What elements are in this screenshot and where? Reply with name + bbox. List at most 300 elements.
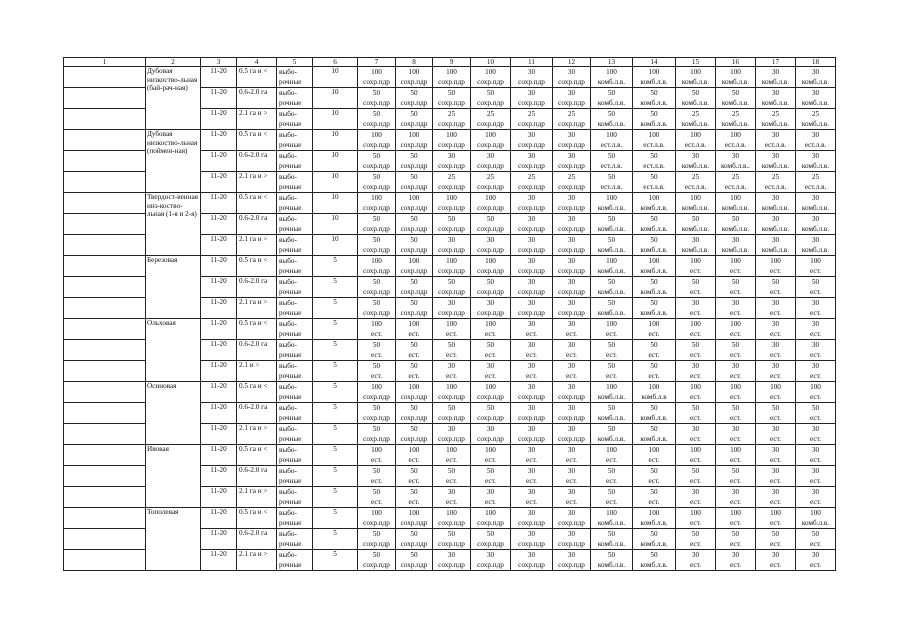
- percent-value: 100: [770, 509, 781, 517]
- regeneration-mark: ест.: [690, 477, 701, 485]
- percent-value: 30: [567, 446, 576, 454]
- percent-value: 50: [650, 551, 658, 559]
- regeneration-mark: ест.: [606, 372, 617, 380]
- percent-value: 100: [606, 131, 617, 139]
- regeneration-mark: ест.: [526, 477, 537, 485]
- regeneration-mark: ест.: [730, 309, 741, 317]
- regeneration-mark: ест.: [690, 435, 701, 443]
- regeneration-mark: ест.л.в.: [600, 162, 623, 170]
- regeneration-mark: ест.: [408, 498, 420, 506]
- value-cell: [396, 424, 433, 445]
- regeneration-mark: сохр.пдр: [518, 393, 545, 401]
- regeneration-mark: сохр.пдр: [363, 309, 390, 317]
- value-cell: [553, 403, 591, 424]
- value-cell: [633, 445, 676, 466]
- count-cell: 10: [313, 172, 358, 193]
- value-cell: [553, 88, 591, 109]
- count-cell: 10: [313, 235, 358, 256]
- percent-value: 100: [648, 509, 660, 517]
- value-cell: [433, 403, 471, 424]
- regeneration-mark: комб.л.в.: [597, 393, 626, 401]
- value-cell: [676, 109, 716, 130]
- percent-value: 50: [607, 341, 616, 349]
- regeneration-mark: сохр.пдр: [400, 561, 428, 569]
- regeneration-mark: сохр.пдр: [477, 435, 504, 443]
- area-cell: 0.5 га и <: [237, 445, 277, 466]
- regeneration-mark: комб.л.в.: [597, 309, 626, 317]
- age-cell: 11-20: [201, 382, 237, 403]
- regeneration-mark: сохр.пдр: [558, 162, 585, 170]
- method-line: рочные: [279, 141, 302, 149]
- percent-value: 50: [410, 299, 418, 307]
- percent-value: 50: [447, 215, 456, 223]
- column-number-8: 8: [396, 58, 433, 67]
- value-cell: [433, 151, 471, 172]
- percent-value: 30: [486, 488, 495, 496]
- percent-value: 25: [567, 173, 576, 181]
- percent-value: 50: [410, 110, 418, 118]
- regeneration-mark: комб.л.в.: [801, 162, 830, 170]
- percent-value: 100: [730, 446, 741, 454]
- value-cell: [471, 319, 511, 340]
- column-number-17: 17: [756, 58, 796, 67]
- regeneration-mark: сохр.пдр: [477, 414, 504, 422]
- value-cell: [358, 340, 396, 361]
- value-cell: [591, 403, 633, 424]
- percent-value: 100: [648, 257, 660, 265]
- regeneration-mark: ест.: [485, 372, 496, 380]
- method-line: выбо-: [279, 362, 297, 370]
- value-cell: [396, 487, 433, 508]
- regeneration-mark: комб.л.в.: [761, 120, 790, 128]
- value-cell: [471, 172, 511, 193]
- number-cell: [64, 256, 146, 277]
- percent-value: 30: [731, 362, 740, 370]
- regeneration-mark: сохр.пдр: [363, 435, 390, 443]
- regeneration-mark: сохр.пдр: [477, 204, 504, 212]
- percent-value: 50: [607, 488, 616, 496]
- regeneration-mark: ест.: [526, 498, 537, 506]
- method-line: рочные: [279, 267, 302, 275]
- value-cell: [716, 130, 756, 151]
- value-cell: [553, 382, 591, 403]
- percent-value: 50: [691, 467, 700, 475]
- regeneration-mark: ест.л.в.: [684, 183, 707, 191]
- percent-value: 30: [527, 299, 536, 307]
- value-cell: [716, 214, 756, 235]
- percent-value: 30: [567, 362, 576, 370]
- percent-value: 30: [811, 89, 820, 97]
- regeneration-mark: ест.: [810, 288, 821, 296]
- value-cell: [796, 193, 836, 214]
- value-cell: [433, 529, 471, 550]
- regeneration-mark: ест.: [810, 456, 821, 464]
- percent-value: 30: [811, 551, 820, 559]
- value-cell: [471, 130, 511, 151]
- regeneration-mark: ест.: [770, 540, 781, 548]
- percent-value: 100: [446, 383, 457, 391]
- value-cell: [676, 424, 716, 445]
- value-cell: [553, 424, 591, 445]
- percent-value: 100: [648, 68, 660, 76]
- percent-value: 50: [372, 236, 381, 244]
- value-cell: [511, 151, 553, 172]
- regeneration-mark: ест.: [566, 330, 577, 338]
- regeneration-mark: ест.: [371, 351, 382, 359]
- percent-value: 50: [447, 341, 456, 349]
- value-cell: [396, 193, 433, 214]
- value-cell: [433, 256, 471, 277]
- percent-value: 50: [607, 236, 616, 244]
- regeneration-mark: ест.: [770, 288, 781, 296]
- regeneration-mark: ест.: [770, 372, 781, 380]
- regeneration-mark: ест.: [730, 435, 741, 443]
- regeneration-mark: комб.л.в.: [597, 414, 626, 422]
- regeneration-mark: ест.: [690, 540, 701, 548]
- column-number-18: 18: [796, 58, 836, 67]
- percent-value: 50: [410, 341, 418, 349]
- percent-value: 100: [810, 383, 821, 391]
- regeneration-mark: комб.л.в.: [681, 246, 710, 254]
- value-cell: [553, 508, 591, 529]
- value-cell: [511, 235, 553, 256]
- value-cell: [716, 319, 756, 340]
- regeneration-mark: ест.: [770, 477, 781, 485]
- table-row: [64, 130, 836, 151]
- count-cell: 5: [313, 550, 358, 571]
- count-cell: 5: [313, 466, 358, 487]
- regeneration-mark: комб.л.в.: [681, 78, 710, 86]
- table-row: [64, 256, 836, 277]
- value-cell: [358, 319, 396, 340]
- regeneration-mark: сохр.пдр: [400, 225, 428, 233]
- value-cell: [433, 508, 471, 529]
- regeneration-mark: сохр.пдр: [477, 162, 504, 170]
- percent-value: 100: [730, 68, 741, 76]
- regeneration-mark: ест.: [810, 393, 821, 401]
- value-cell: [591, 529, 633, 550]
- value-cell: [716, 67, 756, 88]
- method-line: рочные: [279, 393, 302, 401]
- value-cell: [396, 235, 433, 256]
- percent-value: 50: [650, 425, 658, 433]
- percent-value: 30: [731, 299, 740, 307]
- method-line: выбо-: [279, 131, 297, 139]
- percent-value: 30: [527, 446, 536, 454]
- value-cell: [358, 67, 396, 88]
- regeneration-mark: сохр.пдр: [477, 120, 504, 128]
- percent-value: 100: [446, 131, 457, 139]
- regeneration-mark: ест.: [606, 498, 617, 506]
- regeneration-mark: ест.: [690, 351, 701, 359]
- percent-value: 30: [527, 320, 536, 328]
- percent-value: 100: [690, 257, 701, 265]
- regeneration-mark: ест.: [810, 330, 821, 338]
- area-cell: 0.5 га и <: [237, 256, 277, 277]
- value-cell: [633, 256, 676, 277]
- percent-value: 50: [650, 278, 658, 286]
- age-cell: 11-20: [201, 529, 237, 550]
- value-cell: [511, 487, 553, 508]
- regeneration-mark: сохр.пдр: [400, 246, 428, 254]
- regeneration-mark: сохр.пдр: [400, 540, 428, 548]
- value-cell: [433, 424, 471, 445]
- percent-value: 30: [447, 425, 456, 433]
- regeneration-mark: комб.л.в.: [761, 162, 790, 170]
- value-cell: [433, 487, 471, 508]
- percent-value: 30: [771, 341, 780, 349]
- percent-value: 30: [527, 131, 536, 139]
- value-cell: [633, 130, 676, 151]
- percent-value: 50: [372, 110, 381, 118]
- value-cell: [433, 361, 471, 382]
- value-cell: [511, 172, 553, 193]
- value-cell: [716, 172, 756, 193]
- percent-value: 50: [372, 152, 381, 160]
- value-cell: [358, 109, 396, 130]
- regeneration-mark: ест.: [770, 267, 781, 275]
- regeneration-mark: ест.: [690, 372, 701, 380]
- value-cell: [633, 319, 676, 340]
- percent-value: 30: [486, 425, 495, 433]
- value-cell: [396, 361, 433, 382]
- percent-value: 100: [446, 194, 457, 202]
- percent-value: 50: [650, 404, 658, 412]
- regeneration-mark: комб.л.в.: [721, 225, 750, 233]
- percent-value: 100: [446, 320, 457, 328]
- regeneration-mark: ест.: [810, 477, 821, 485]
- percent-value: 25: [771, 110, 780, 118]
- percent-value: 30: [527, 551, 536, 559]
- count-cell: 10: [313, 109, 358, 130]
- value-cell: [511, 361, 553, 382]
- regeneration-mark: сохр.пдр: [400, 393, 428, 401]
- value-cell: [396, 88, 433, 109]
- regeneration-mark: ест.л.в.: [804, 141, 827, 149]
- percent-value: 30: [811, 152, 820, 160]
- regeneration-mark: ест.: [408, 477, 420, 485]
- count-cell: 5: [313, 256, 358, 277]
- area-cell: 2.1 и >: [237, 361, 277, 382]
- regeneration-mark: ест.: [730, 498, 741, 506]
- regeneration-mark: комб.л.в.: [640, 225, 668, 233]
- percent-value: 50: [372, 467, 381, 475]
- column-number-11: 11: [511, 58, 553, 67]
- count-cell: 10: [313, 130, 358, 151]
- regeneration-mark: комб.л.в.: [681, 204, 710, 212]
- value-cell: [756, 319, 796, 340]
- regeneration-mark: ест.: [730, 330, 741, 338]
- number-cell: [64, 151, 146, 172]
- regeneration-mark: комб.л.в.: [597, 204, 626, 212]
- column-number-1: 1: [64, 58, 146, 67]
- percent-value: 100: [485, 194, 496, 202]
- regeneration-mark: сохр.пдр: [400, 288, 428, 296]
- value-cell: [433, 550, 471, 571]
- percent-value: 25: [527, 173, 536, 181]
- regeneration-mark: ест.: [485, 330, 496, 338]
- regeneration-mark: ест.: [810, 540, 821, 548]
- method-line: выбо-: [279, 551, 297, 559]
- percent-value: 50: [410, 173, 418, 181]
- count-cell: 5: [313, 340, 358, 361]
- regeneration-mark: ест.: [810, 309, 821, 317]
- percent-value: 50: [731, 467, 740, 475]
- percent-value: 50: [607, 152, 616, 160]
- value-cell: [591, 298, 633, 319]
- value-cell: [796, 109, 836, 130]
- value-cell: [591, 172, 633, 193]
- regeneration-mark: сохр.пдр: [477, 519, 504, 527]
- percent-value: 100: [408, 194, 420, 202]
- column-number-14: 14: [633, 58, 676, 67]
- method-line: выбо-: [279, 320, 297, 328]
- value-cell: [756, 466, 796, 487]
- percent-value: 100: [770, 257, 781, 265]
- value-cell: [471, 88, 511, 109]
- percent-value: 30: [567, 341, 576, 349]
- percent-value: 30: [567, 425, 576, 433]
- regeneration-mark: сохр.пдр: [558, 204, 585, 212]
- regeneration-mark: сохр.пдр: [477, 393, 504, 401]
- percent-value: 100: [485, 131, 496, 139]
- percent-value: 50: [691, 89, 700, 97]
- value-cell: [511, 109, 553, 130]
- percent-value: 100: [408, 320, 420, 328]
- percent-value: 30: [771, 467, 780, 475]
- regeneration-mark: ест.: [770, 330, 781, 338]
- percent-value: 30: [691, 551, 700, 559]
- value-cell: [471, 151, 511, 172]
- percent-value: 100: [648, 131, 660, 139]
- value-cell: [796, 172, 836, 193]
- value-cell: [511, 466, 553, 487]
- number-cell: [64, 550, 146, 571]
- value-cell: [633, 361, 676, 382]
- regeneration-mark: комб.л.в.: [640, 561, 668, 569]
- value-cell: [716, 193, 756, 214]
- percent-value: 30: [527, 152, 536, 160]
- value-cell: [796, 277, 836, 298]
- value-cell: [676, 361, 716, 382]
- percent-value: 30: [811, 320, 820, 328]
- percent-value: 50: [410, 530, 418, 538]
- regeneration-mark: сохр.пдр: [518, 267, 545, 275]
- percent-value: 50: [372, 215, 381, 223]
- regeneration-mark: ест.л.в.: [684, 141, 707, 149]
- value-cell: [591, 67, 633, 88]
- percent-value: 50: [607, 530, 616, 538]
- percent-value: 50: [731, 341, 740, 349]
- percent-value: 30: [527, 425, 536, 433]
- value-cell: [553, 319, 591, 340]
- value-cell: [633, 277, 676, 298]
- value-cell: [716, 403, 756, 424]
- area-cell: 0.6-2.0 га: [237, 151, 277, 172]
- value-cell: [511, 256, 553, 277]
- regeneration-mark: комб.л.в.: [640, 246, 668, 254]
- value-cell: [633, 298, 676, 319]
- forest-type-cell: Тополевая: [146, 508, 201, 571]
- regeneration-mark: сохр.пдр: [558, 540, 585, 548]
- percent-value: 30: [567, 404, 576, 412]
- regeneration-mark: комб.л.в.: [801, 246, 830, 254]
- value-cell: [396, 109, 433, 130]
- value-cell: [716, 340, 756, 361]
- regeneration-mark: комб.л.в.: [597, 519, 626, 527]
- regeneration-mark: комб.л.в.: [801, 120, 830, 128]
- regeneration-mark: сохр.пдр: [518, 414, 545, 422]
- percent-value: 30: [771, 194, 780, 202]
- regeneration-mark: сохр.пдр: [518, 183, 545, 191]
- value-cell: [796, 235, 836, 256]
- regeneration-mark: ест.: [371, 498, 382, 506]
- regeneration-mark: ест.: [526, 351, 537, 359]
- number-cell: [64, 88, 146, 109]
- value-cell: [716, 88, 756, 109]
- percent-value: 50: [691, 341, 700, 349]
- regeneration-mark: сохр.пдр: [558, 246, 585, 254]
- value-cell: [511, 277, 553, 298]
- age-cell: 11-20: [201, 193, 237, 214]
- value-cell: [471, 361, 511, 382]
- method-line: выбо-: [279, 110, 297, 118]
- value-cell: [358, 172, 396, 193]
- value-cell: [471, 193, 511, 214]
- value-cell: [396, 403, 433, 424]
- value-cell: [756, 445, 796, 466]
- percent-value: 50: [372, 551, 381, 559]
- forest-type-cell: Дубовая низкоство-льная (бай-рач-ная): [146, 67, 201, 130]
- method-cell: [277, 340, 313, 361]
- regeneration-mark: сохр.пдр: [438, 78, 465, 86]
- value-cell: [676, 235, 716, 256]
- percent-value: 50: [731, 530, 740, 538]
- percent-value: 30: [527, 215, 536, 223]
- regeneration-mark: сохр.пдр: [363, 120, 390, 128]
- value-cell: [716, 235, 756, 256]
- value-cell: [358, 508, 396, 529]
- regeneration-mark: комб.л.в.: [597, 120, 626, 128]
- percent-value: 30: [771, 299, 780, 307]
- number-cell: [64, 67, 146, 88]
- forest-type-cell: Твердост-венная низ-коство-льная (1-я и 2-я): [146, 193, 201, 256]
- value-cell: [756, 109, 796, 130]
- value-cell: [756, 130, 796, 151]
- percent-value: 50: [486, 215, 495, 223]
- value-cell: [433, 340, 471, 361]
- value-cell: [676, 529, 716, 550]
- value-cell: [633, 382, 676, 403]
- regeneration-mark: комб.л.в.: [597, 288, 626, 296]
- regeneration-mark: ест.л.в.: [643, 183, 665, 191]
- regeneration-mark: комб.л.в.: [597, 99, 626, 107]
- percent-value: 50: [372, 173, 381, 181]
- regeneration-mark: сохр.пдр: [477, 561, 504, 569]
- percent-value: 50: [372, 89, 381, 97]
- age-cell: 11-20: [201, 88, 237, 109]
- regeneration-mark: сохр.пдр: [438, 519, 465, 527]
- percent-value: 50: [410, 362, 418, 370]
- table-row: [64, 67, 836, 88]
- percent-value: 30: [447, 362, 456, 370]
- percent-value: 30: [731, 488, 740, 496]
- regeneration-mark: ест.л.в.: [804, 183, 827, 191]
- percent-value: 30: [691, 362, 700, 370]
- table-row: [64, 382, 836, 403]
- regeneration-mark: ест.: [371, 477, 382, 485]
- method-line: рочные: [279, 435, 302, 443]
